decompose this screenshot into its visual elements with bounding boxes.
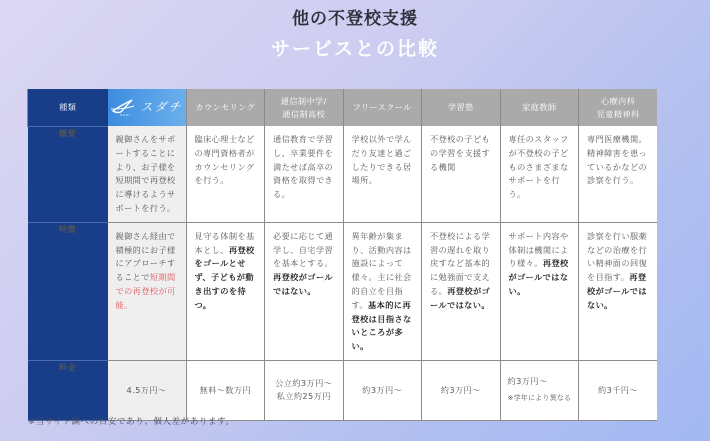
row-label-price: 料金 xyxy=(28,360,108,420)
overview-cell-correspondence-school: 通信教育で学習し、卒業要件を満たせば高卒の資格を取得できる。 xyxy=(265,126,344,222)
features-cell-sudachi xyxy=(108,222,187,360)
brand-name: スダチ xyxy=(140,100,183,114)
page-heading xyxy=(0,8,710,63)
features-text: 見守る体制を基本とし、 xyxy=(194,230,255,255)
price-cell-sudachi: 4.5万円〜 xyxy=(108,360,187,420)
row-label-overview: 概要 xyxy=(28,126,108,222)
table-row-overview xyxy=(28,126,658,222)
column-header-cram-school: 学習塾 xyxy=(422,89,501,126)
price-cell-psychiatry: 約3千円〜 xyxy=(579,360,658,420)
price-cell-home-tutor xyxy=(500,360,579,420)
header-line: 心療内科 xyxy=(600,95,636,106)
row-label-type: 種類 xyxy=(28,89,108,126)
overview-cell-counseling: 臨床心理士などの専門資格者がカウンセリングを行う。 xyxy=(186,126,265,222)
row-label-features: 特徴 xyxy=(28,222,108,360)
page-title: 他の不登校支援 xyxy=(292,9,418,29)
features-text: 不登校による学習の遅れを取り戻すなど基本的に勉強面で支える。 xyxy=(430,230,491,296)
features-cell-psychiatry xyxy=(579,222,658,360)
price-cell-correspondence-school xyxy=(265,360,344,420)
features-bold: 再登校がゴールではない。 xyxy=(508,258,569,296)
comparison-table xyxy=(27,89,657,421)
price-value: 約3万円〜 xyxy=(507,376,548,387)
price-cell-cram-school: 約3万円〜 xyxy=(422,360,501,420)
overview-cell-sudachi: 親御さんをサポートすることにより、お子様を短期間で再登校に導けるようサポートを行う。 xyxy=(108,126,187,222)
column-header-counseling: カウンセリング xyxy=(186,89,265,126)
price-note: ※学年により異なる xyxy=(507,393,572,402)
features-bold: 再登校がゴールではない。 xyxy=(273,272,333,296)
overview-cell-home-tutor: 専任のスタッフが不登校の子どものさまざまなサポートを行う。 xyxy=(500,126,579,222)
features-text: サポート内容や体制は機関により様々。 xyxy=(508,230,569,269)
features-bold: 再登校をゴールとせず、子どもが動き出すのを待つ。 xyxy=(194,244,255,310)
header-line: 児童精神科 xyxy=(596,108,640,119)
overview-cell-cram-school: 不登校の子どもの学習を支援する機関 xyxy=(422,126,501,222)
features-cell-counseling xyxy=(186,222,265,360)
features-bold: 基本的に再登校は目指さないところが多い。 xyxy=(351,299,412,352)
features-text: 異年齢が集まり、活動内容は施設によって様々。主に社会的自立を目指す。 xyxy=(351,230,412,310)
features-cell-cram-school xyxy=(422,222,501,360)
table-row-features xyxy=(28,222,658,360)
column-header-sudachi xyxy=(108,89,187,126)
page-subtitle: サービスとの比較 xyxy=(270,38,439,60)
features-text: 必要に応じて通学し、自宅学習を基本とする。 xyxy=(273,230,334,269)
price-line: 公立約3万円〜 xyxy=(275,377,333,388)
price-cell-counseling: 無料〜数万円 xyxy=(186,360,265,420)
table-header-row xyxy=(28,89,658,126)
footnote: ※当サイト調べの目安であり、個人差があります。 xyxy=(28,417,235,427)
bird-logo-icon xyxy=(110,98,136,118)
overview-cell-free-school: 学校以外で学んだり友達と過ごしたりできる居場所。 xyxy=(343,126,422,222)
features-text: 親御さん経由で積極的にお子様にアプローチすることで xyxy=(115,230,176,283)
column-header-home-tutor: 家庭教師 xyxy=(500,89,579,126)
features-text: 診察を行い服薬などの治療を行い精神面の回復を目指す。 xyxy=(587,230,648,283)
header-line: 通信制高校 xyxy=(282,108,326,119)
column-header-psychiatry xyxy=(579,89,658,126)
features-cell-correspondence-school xyxy=(265,222,344,360)
header-line: 通信制中学/ xyxy=(280,95,327,106)
column-header-free-school: フリースクール xyxy=(343,89,422,126)
sudachi-logo xyxy=(108,98,186,118)
table-row-price xyxy=(28,360,658,420)
features-bold: 再登校がゴールではない。 xyxy=(587,272,647,310)
price-cell-free-school: 約3万円〜 xyxy=(343,360,422,420)
features-cell-home-tutor xyxy=(500,222,579,360)
price-line: 私立約25万円 xyxy=(276,391,331,402)
features-bold: 再登校がゴールではない。 xyxy=(430,285,491,310)
overview-cell-psychiatry: 専門医療機関。精神障害を患っているかなどの診察を行う。 xyxy=(579,126,658,222)
features-highlight: 短期間での再登校が可能。 xyxy=(115,272,176,310)
column-header-correspondence-school xyxy=(265,89,344,126)
features-cell-free-school xyxy=(343,222,422,360)
